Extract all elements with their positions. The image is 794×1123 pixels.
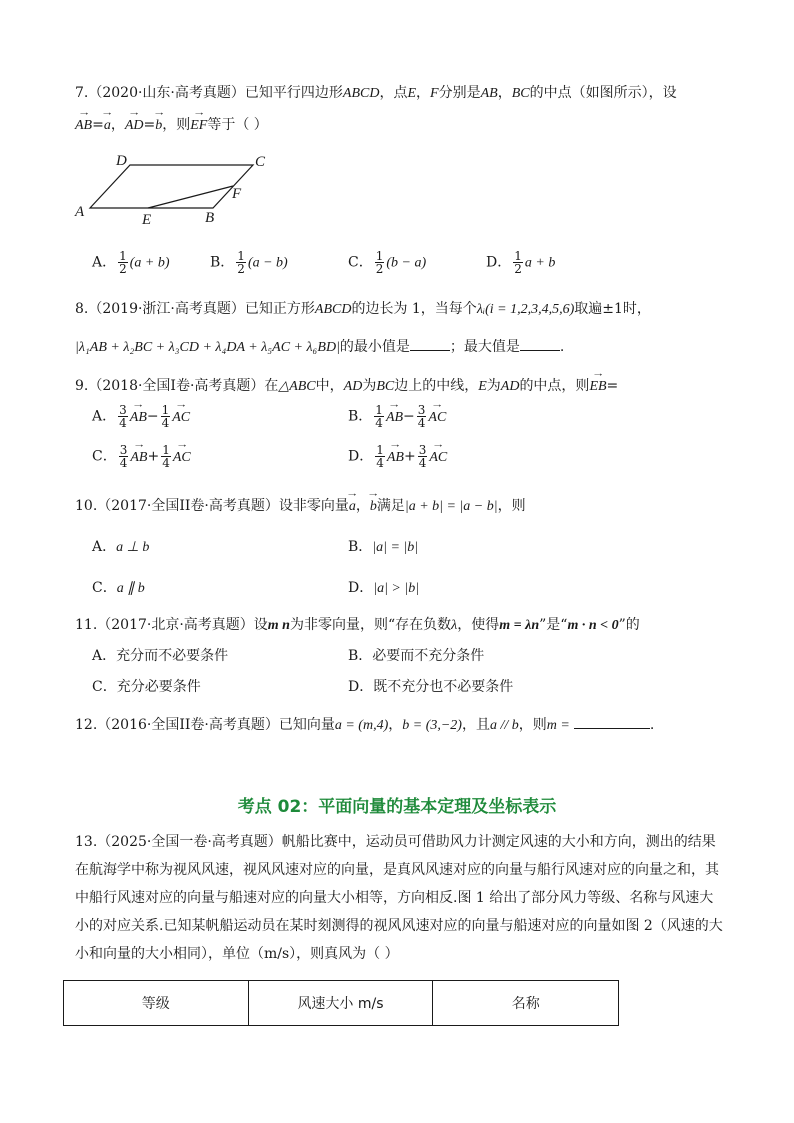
q9-option-c[interactable] (92, 444, 191, 469)
q9-bc: BC (376, 379, 395, 394)
q8-max-blank[interactable] (520, 350, 560, 351)
question-11-line1 (75, 614, 640, 634)
q8-max-label: ；最大值是 (449, 339, 520, 355)
option-letter: D． (486, 254, 512, 271)
frac-num: 3 (119, 443, 128, 457)
q8-min-blank[interactable] (410, 350, 450, 351)
vector-ac: → AC (173, 450, 191, 466)
q7-source: 7.（2020·山东·高考真题）已知平行四边形 (75, 85, 343, 101)
parallelogram-diagram (70, 150, 270, 240)
q10-option-a[interactable] (92, 536, 149, 556)
frac-num: 1 (376, 443, 384, 457)
frac-num: 1 (375, 249, 384, 263)
q7-option-b[interactable] (210, 250, 288, 275)
vector-ab: → AB (75, 118, 92, 134)
table-header-row (64, 981, 619, 1026)
q11-option-a[interactable] (92, 645, 228, 665)
question-13-text: 13.（2025·全国一卷·高考真题）帆船比赛中，运动员可借助风力计测定风速的大小和方向，测出的结果在航海学中称为视风风速，视风风速对应的向量，是真风风速对应的向量与船行风速对应的向量之和，其中船行风速对应的向量与船速对应的向量大小相等，方向相反.图 1 给出了部分风力等级、名称与风速大小的对应关系.已知某帆船运动员在某时刻测得的视风风速对应的向量与船速对应的向量如图 2（风速的大小和向量的大小相同），单位（m/s），则真风为（ ） (75, 834, 723, 962)
q12-b-def: b = (3,−2) (402, 718, 462, 733)
frac-num: 3 (119, 403, 127, 417)
q10-option-c[interactable] (92, 577, 145, 597)
frac-num: 1 (375, 403, 383, 417)
q12-a-def: a = (m,4) (334, 718, 389, 733)
vector-ab: → AB (130, 450, 147, 466)
question-12-line1 (75, 714, 654, 734)
q8-end: . (559, 339, 565, 355)
frac-num: 1 (162, 443, 170, 457)
question-8-line2 (75, 336, 564, 356)
frac-den: 4 (417, 416, 426, 430)
q9-text: 边上的中线， (394, 378, 479, 394)
q9-text: 为 (486, 378, 501, 394)
q10-option-d[interactable] (348, 577, 419, 597)
q12-m: m = (546, 718, 570, 733)
q7-option-c[interactable] (348, 250, 426, 275)
q7-eq: = (92, 117, 104, 133)
fraction-half (118, 250, 128, 275)
q7-abcd: ABCD (342, 86, 380, 101)
q11-condition-2: m · n < 0 (567, 618, 619, 633)
vector-b: → b (155, 118, 162, 134)
q12-parallel: a // b (489, 718, 519, 733)
option-letter: B． (348, 408, 373, 425)
option-letter: C． (348, 254, 373, 271)
fraction-half (236, 250, 246, 275)
frac-den: 4 (376, 456, 384, 470)
fraction (418, 444, 428, 469)
q7-option-d[interactable] (486, 250, 555, 275)
q9-eq: = (606, 378, 619, 394)
vector-ab: → AB (386, 410, 403, 426)
q10-source: 10.（2017·全国II卷·高考真题）设非零向量 (75, 498, 349, 514)
q11-text: ”是“ (539, 617, 568, 633)
q9-source: 9.（2018·全国I卷·高考真题）在 (75, 378, 279, 394)
q11-source: 11.（2017·北京·高考真题）设 (75, 617, 268, 633)
q10-text: 满足 (376, 498, 405, 514)
q8-min-label: 的最小值是 (339, 339, 410, 355)
q7-e: E (407, 86, 417, 101)
q7-bc: BC (511, 86, 530, 101)
option-text: 既不充分也不必要条件 (373, 679, 514, 695)
option-letter: D． (348, 580, 374, 596)
q8-expression: |λ₁AB + λ₂BC + λ₃CD + λ₄DA + λ₅AC + λ₆BD| (75, 340, 340, 355)
q7-text: ， (416, 85, 431, 101)
q9-option-b[interactable] (348, 404, 446, 429)
fraction-half (513, 250, 523, 275)
frac-den: 4 (119, 456, 128, 470)
q9-ad: AD (500, 379, 520, 394)
frac-den: 4 (418, 456, 427, 470)
fraction (161, 404, 171, 429)
frac-num: 1 (161, 403, 170, 417)
q7-ab: AB (480, 86, 498, 101)
q7-text: ， (497, 85, 512, 101)
q9-text: 的中点，则 (519, 378, 590, 394)
option-letter: B． (348, 648, 373, 664)
fraction (417, 404, 427, 429)
q7-text: 的中点（如图所示），设 (529, 85, 677, 101)
option-letter: D． (348, 448, 374, 465)
option-letter: D． (348, 679, 374, 695)
q12-end: . (649, 717, 655, 733)
operator: + (147, 448, 160, 465)
q7-text: ，点 (379, 85, 408, 101)
frac-den: 2 (514, 262, 522, 276)
option-text: 充分而不必要条件 (116, 648, 229, 664)
q11-text: ”的 (618, 617, 640, 633)
q7-text: 等于（ ） (207, 117, 268, 133)
frac-num: 1 (119, 249, 127, 263)
vector-a: → a (104, 118, 111, 134)
fraction-half (375, 250, 385, 275)
q9-text: 中， (315, 378, 344, 394)
operator: − (146, 408, 159, 425)
option-letter: C． (92, 580, 117, 596)
vector-ad: → AD (125, 118, 144, 134)
label-d: D (116, 153, 127, 169)
question-7-line2 (75, 114, 268, 134)
frac-den: 2 (375, 262, 384, 276)
question-10-line1 (75, 495, 526, 515)
option-expr: a + b (524, 255, 556, 271)
q7-eq: = (143, 117, 156, 133)
q10-option-b[interactable] (348, 536, 418, 556)
option-expr: (a + b) (129, 255, 170, 271)
table-header-name: 名称 (433, 981, 619, 1026)
vector-ab: → AB (387, 450, 404, 466)
label-b: B (205, 210, 215, 226)
q9-ad: AD (343, 379, 363, 394)
table-header-speed: 风速大小 m/s (248, 981, 433, 1026)
option-expr: |a| > |b| (373, 581, 420, 596)
q12-text: ，则 (518, 717, 547, 733)
fraction (161, 444, 171, 469)
q10-condition: |a + b| = |a − b| (404, 499, 498, 514)
option-letter: A． (92, 648, 117, 664)
vector-eb: → EB (589, 379, 606, 395)
option-expr: a ∥ b (116, 581, 145, 596)
q12-text: ，且 (461, 717, 490, 733)
q9-triangle: △ABC (278, 379, 316, 394)
q11-mn: m n (267, 618, 290, 633)
operator: + (403, 448, 416, 465)
vector-a: → a (349, 499, 356, 515)
q9-e: E (478, 379, 487, 394)
option-letter: A． (92, 254, 117, 271)
frac-num: 1 (237, 249, 245, 263)
option-expr: a ⊥ b (116, 540, 150, 555)
question-7-line1 (75, 82, 677, 102)
q11-text: 为非零向量，则“存在负数 (289, 617, 452, 633)
q12-answer-blank[interactable] (574, 728, 650, 729)
operator: − (403, 408, 415, 425)
q8-lambda: λᵢ(i = 1,2,3,4,5,6) (476, 302, 575, 317)
option-letter: B． (210, 254, 235, 271)
vector-ac: → AC (429, 450, 447, 466)
q7-text: ，则 (162, 117, 191, 133)
option-letter: A． (92, 539, 117, 555)
option-letter: A． (92, 408, 117, 425)
option-text: 充分必要条件 (116, 679, 201, 695)
q10-text: ，则 (497, 498, 526, 514)
q7-f: F (430, 86, 439, 101)
q7-option-a[interactable] (92, 250, 170, 275)
fraction (118, 404, 128, 429)
fraction (374, 404, 384, 429)
q7-comma: ， (110, 117, 125, 133)
question-9-line1 (75, 375, 618, 395)
q12-sep: ， (388, 717, 403, 733)
table-header-level: 等级 (64, 981, 249, 1026)
q10-sep: ， (355, 498, 370, 514)
frac-den: 4 (119, 416, 127, 430)
question-8-line1 (75, 298, 651, 318)
option-letter: C． (92, 448, 117, 465)
frac-den: 2 (237, 262, 245, 276)
frac-num: 1 (514, 249, 522, 263)
segment-ef (148, 186, 233, 208)
vector-ef: → EF (190, 118, 207, 134)
q8-source: 8.（2019·浙江·高考真题）已知正方形 (75, 301, 315, 317)
vector-ab: → AB (130, 410, 147, 426)
vector-ac: → AC (428, 410, 446, 426)
q11-text: ，使得 (457, 617, 500, 633)
q11-option-c[interactable] (92, 676, 201, 696)
option-expr: (b − a) (386, 255, 427, 271)
label-e: E (142, 212, 152, 228)
label-f: F (232, 186, 242, 202)
option-letter: B． (348, 539, 373, 555)
frac-den: 4 (161, 416, 170, 430)
q7-text: 分别是 (438, 85, 481, 101)
label-a: A (75, 204, 85, 220)
q8-text: 的边长为 1，当每个 (351, 301, 477, 317)
q11-lambda: λ (451, 618, 458, 633)
frac-den: 2 (119, 262, 127, 276)
option-text: 必要而不充分条件 (372, 648, 485, 664)
q9-option-a[interactable] (92, 404, 190, 429)
q8-abcd: ABCD (314, 302, 352, 317)
fraction (119, 444, 129, 469)
option-letter: C． (92, 679, 117, 695)
label-c: C (255, 154, 266, 170)
q9-option-d[interactable] (348, 444, 447, 469)
q11-option-d[interactable] (348, 676, 513, 696)
frac-den: 4 (162, 456, 170, 470)
wind-scale-table (63, 980, 619, 1026)
q12-source: 12.（2016·全国II卷·高考真题）已知向量 (75, 717, 335, 733)
q11-option-b[interactable] (348, 645, 484, 665)
q8-text: 取遍±1时， (574, 301, 651, 317)
option-expr: (a − b) (247, 255, 288, 271)
q11-condition-1: m = λn (499, 618, 540, 633)
vector-b: → b (370, 499, 377, 515)
fraction (375, 444, 385, 469)
frac-num: 3 (418, 443, 427, 457)
option-expr: |a| = |b| (372, 540, 419, 555)
frac-num: 3 (417, 403, 426, 417)
frac-den: 4 (375, 416, 383, 430)
vector-ac: → AC (172, 410, 190, 426)
section-title: 考点 02：平面向量的基本定理及坐标表示 (237, 797, 557, 817)
q9-text: 为 (362, 378, 377, 394)
